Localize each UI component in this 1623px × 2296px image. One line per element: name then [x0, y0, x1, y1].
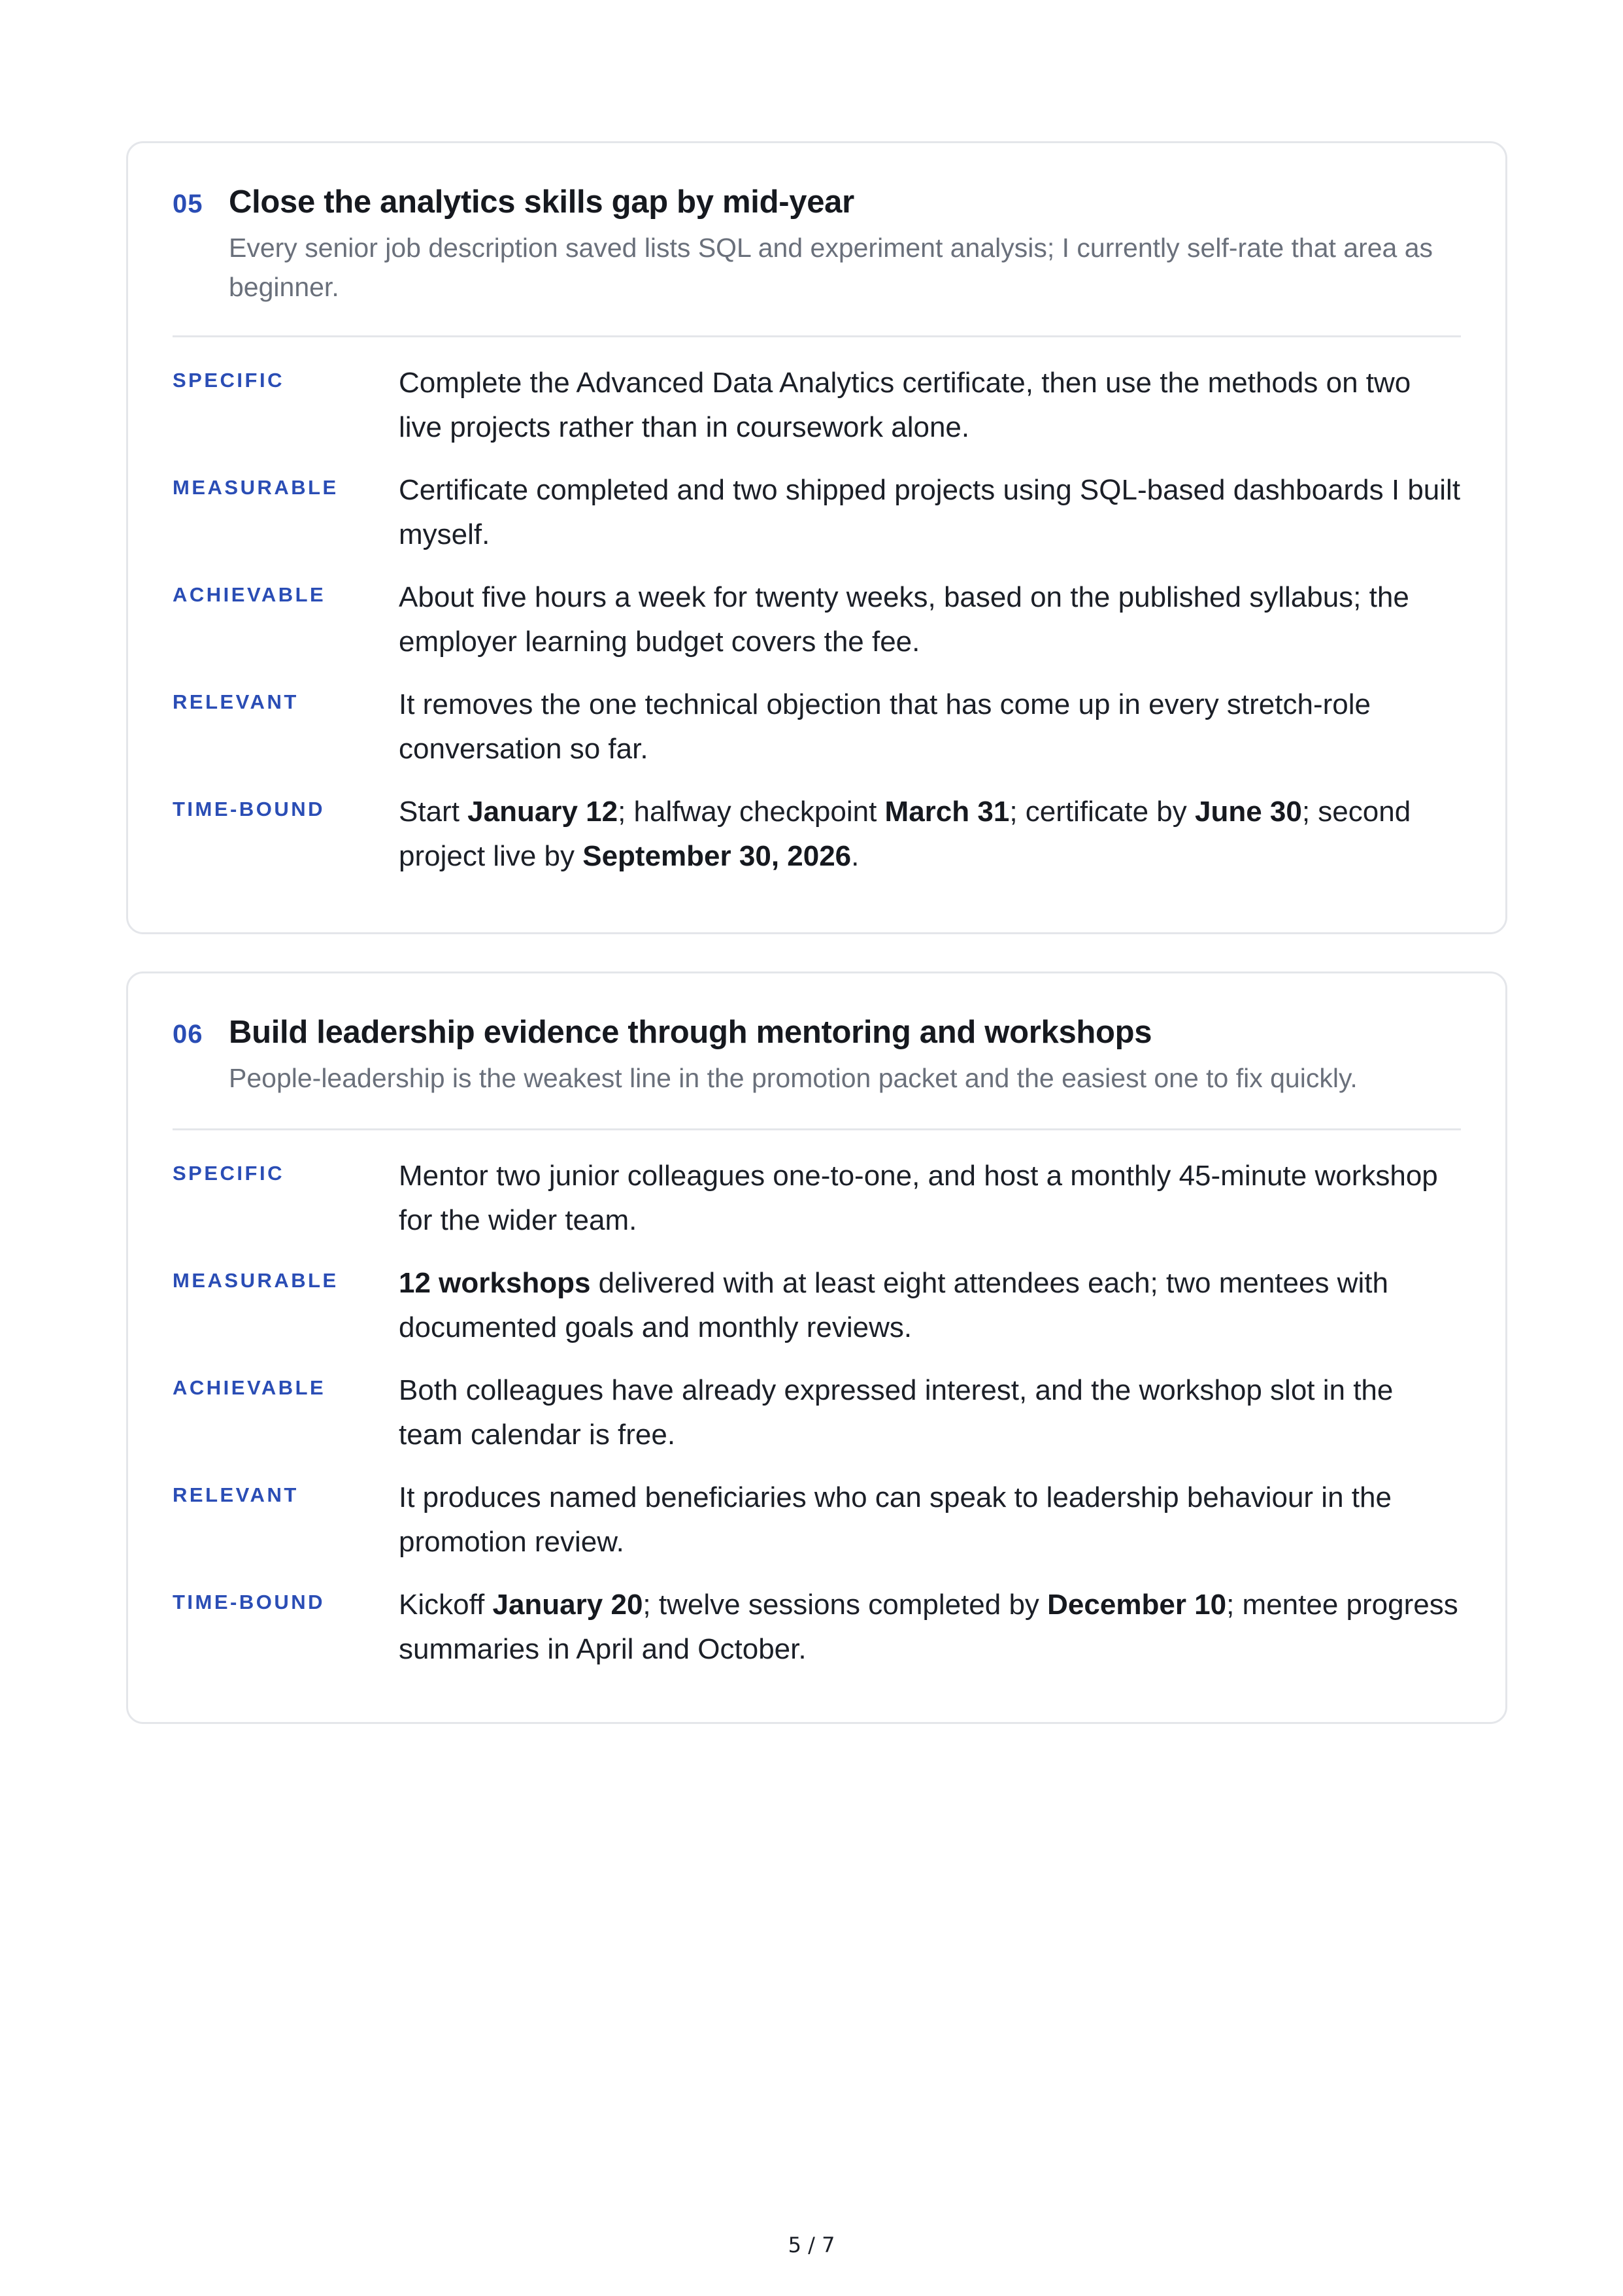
bold-text: December 10 [1047, 1589, 1227, 1621]
smart-text: It produces named beneficiaries who can speak to leadership behaviour in the promotion review. [399, 1481, 1392, 1558]
smart-row-measurable [173, 1261, 1461, 1350]
smart-row-specific [173, 1154, 1461, 1243]
smart-label: SPECIFIC [173, 369, 284, 392]
smart-label: ACHIEVABLE [173, 583, 326, 606]
smart-row-relevant [173, 683, 1461, 771]
bold-text: September 30, 2026 [582, 840, 852, 872]
smart-row-measurable [173, 468, 1461, 557]
smart-text: About five hours a week for twenty weeks, based on the published syllabus; the employer learning budget covers the fee. [399, 581, 1409, 658]
smart-text: Start January 12; halfway checkpoint March 31; certificate by June 30; second project live by September 30, 2026. [399, 796, 1411, 872]
smart-label: SPECIFIC [173, 1162, 284, 1185]
bold-text: January 20 [492, 1589, 643, 1621]
smart-text: Kickoff January 20; twelve sessions completed by December 10; mentee progress summaries in April and October. [399, 1589, 1458, 1665]
smart-label: MEASURABLE [173, 476, 339, 499]
bold-text: June 30 [1194, 796, 1302, 828]
smart-row-specific [173, 361, 1461, 450]
divider [173, 335, 1461, 337]
bold-text: 12 workshops [399, 1267, 591, 1299]
goal-title: Build leadership evidence through mentoring and workshops [229, 1015, 1152, 1050]
smart-label: ACHIEVABLE [173, 1376, 326, 1399]
smart-text: Mentor two junior colleagues one-to-one, and host a monthly 45-minute workshop for the wider team. [399, 1160, 1438, 1236]
divider [173, 1128, 1461, 1130]
smart-text: It removes the one technical objection that has come up in every stretch-role conversation so far. [399, 688, 1371, 765]
smart-label: RELEVANT [173, 1483, 299, 1506]
smart-label: TIME-BOUND [173, 1591, 326, 1613]
smart-label: RELEVANT [173, 690, 299, 713]
goal-number: 05 [173, 190, 203, 218]
page-number: 5 / 7 [788, 2233, 835, 2257]
smart-row-achievable [173, 1368, 1461, 1457]
smart-label: TIME-BOUND [173, 798, 326, 820]
goal-header [173, 1014, 1461, 1051]
smart-row-time-bound [173, 1583, 1461, 1672]
smart-text: Both colleagues have already expressed interest, and the workshop slot in the team calendar is free. [399, 1374, 1394, 1451]
goal-card-06 [126, 971, 1507, 1724]
goal-card-05 [126, 141, 1507, 934]
smart-row-relevant [173, 1476, 1461, 1564]
goal-number: 06 [173, 1020, 203, 1049]
goal-description: Every senior job description saved lists SQL and experiment analysis; I currently self-rate that area as beginner. [229, 233, 1433, 302]
goal-header [173, 184, 1461, 220]
smart-text: Certificate completed and two shipped projects using SQL-based dashboards I built myself. [399, 474, 1461, 550]
smart-text: 12 workshops delivered with at least eight attendees each; two mentees with documented goals and monthly reviews. [399, 1267, 1388, 1343]
smart-label: MEASURABLE [173, 1269, 339, 1292]
smart-row-time-bound [173, 790, 1461, 879]
smart-text: Complete the Advanced Data Analytics certificate, then use the methods on two live projects rather than in coursework alone. [399, 367, 1411, 443]
goal-description: People-leadership is the weakest line in the promotion packet and the easiest one to fix quickly. [229, 1063, 1358, 1093]
bold-text: March 31 [884, 796, 1010, 828]
bold-text: January 12 [467, 796, 618, 828]
smart-row-achievable [173, 575, 1461, 664]
goal-title: Close the analytics skills gap by mid-year [229, 184, 854, 220]
